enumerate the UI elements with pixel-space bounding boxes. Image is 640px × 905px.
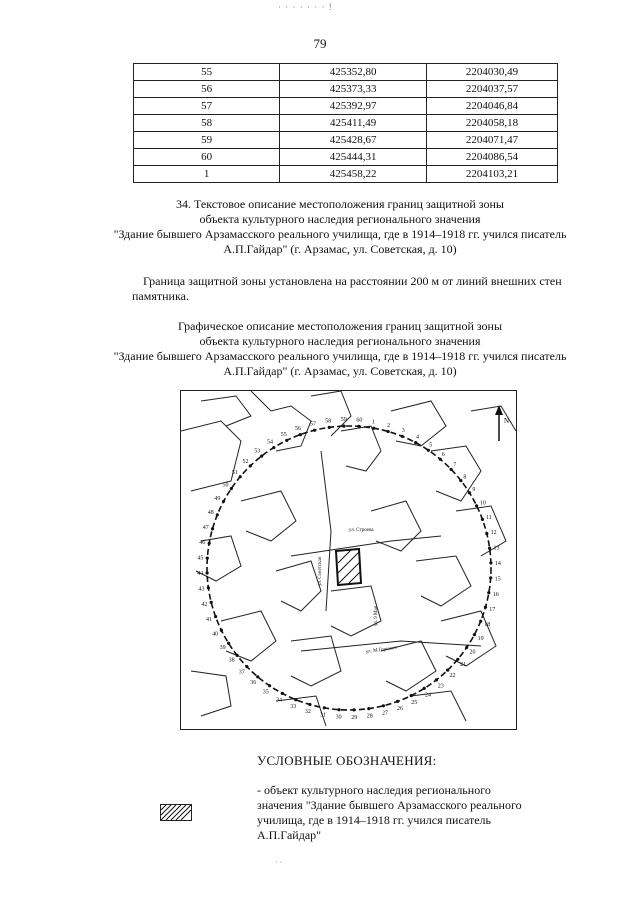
boundary-point-marker	[372, 427, 375, 430]
boundary-point-label: 10	[479, 500, 486, 507]
boundary-point-label: 36	[250, 680, 257, 687]
boundary-point-label: 29	[351, 714, 358, 721]
legend-line: А.П.Гайдар"	[257, 828, 322, 842]
boundary-point-label: 18	[484, 621, 491, 628]
boundary-point-marker	[214, 615, 217, 618]
point-number-cell: 60	[134, 149, 280, 166]
table-row	[134, 98, 558, 115]
protection-zone-boundary	[207, 426, 491, 710]
building-outline	[371, 501, 421, 551]
boundary-point-marker	[294, 698, 297, 701]
boundary-point-marker	[382, 704, 385, 707]
legend-description	[257, 783, 587, 843]
building-outline	[471, 406, 516, 431]
boundary-point-marker	[423, 687, 426, 690]
graphic-title-line: объекта культурного наследия регионального значения	[199, 334, 481, 348]
building-outline	[191, 671, 231, 716]
boundary-point-label: 12	[490, 530, 497, 536]
legend-line: училища, где в 1914–1918 гг. учился писатель	[257, 813, 491, 827]
boundary-point-marker	[220, 629, 223, 632]
boundary-point-label: 49	[214, 496, 221, 502]
street-label: ул. Строева	[349, 528, 374, 533]
boundary-point-label: 41	[206, 617, 212, 623]
building-outline	[441, 611, 496, 666]
graphic-description-title	[60, 319, 620, 379]
boundary-point-label: 54	[267, 439, 273, 446]
boundary-point-label: 32	[304, 709, 311, 716]
boundary-point-marker	[285, 439, 288, 442]
boundary-point-marker	[485, 532, 488, 535]
boundary-point-label: 57	[310, 421, 316, 428]
boundary-point-marker	[357, 425, 360, 428]
point-number-cell: 55	[134, 64, 280, 81]
boundary-point-label: 51	[231, 470, 238, 477]
boundary-point-label: 35	[262, 689, 269, 696]
boundary-point-marker	[481, 518, 484, 521]
section-34-title-line: "Здание бывшего Арзамасского реального училища, где в 1914–1918 гг. учился писатель	[113, 227, 567, 241]
y-coordinate-cell: 2204030,49	[426, 64, 557, 81]
boundary-point-marker	[435, 678, 438, 681]
boundary-point-label: 44	[197, 571, 204, 578]
boundary-point-label: 5	[429, 442, 433, 449]
boundary-point-marker	[323, 706, 326, 709]
boundary-point-label: 25	[411, 699, 418, 706]
street-line	[321, 451, 331, 611]
street-line	[291, 536, 441, 556]
x-coordinate-cell: 425352,80	[280, 64, 427, 81]
boundary-point-label: 28	[366, 713, 373, 720]
building-outline	[276, 696, 326, 726]
building-outline	[276, 561, 321, 611]
boundary-point-marker	[465, 646, 468, 649]
boundary-point-marker	[260, 455, 263, 458]
boundary-point-marker	[427, 449, 430, 452]
boundary-point-label: 48	[207, 510, 214, 517]
boundary-point-label: 17	[489, 607, 496, 614]
boundary-point-label: 11	[486, 515, 492, 521]
boundary-point-marker	[489, 576, 492, 579]
street-label: ул. Советская	[318, 557, 323, 586]
table-row	[134, 132, 558, 149]
boundary-point-marker	[206, 557, 209, 560]
boundary-point-marker	[487, 591, 490, 594]
boundary-point-label: 53	[254, 448, 261, 455]
boundary-point-label: 6	[441, 451, 445, 458]
boundary-point-label: 55	[280, 432, 287, 439]
boundary-point-label: 40	[212, 631, 219, 638]
monument-hatch	[338, 550, 360, 583]
section-34-title-line: А.П.Гайдар" (г. Арзамас, ул. Советская, д. 10)	[223, 242, 457, 256]
boundary-point-label: 43	[198, 586, 205, 593]
boundary-point-marker	[328, 426, 331, 429]
point-number-cell: 57	[134, 98, 280, 115]
table-row	[134, 149, 558, 166]
boundary-point-label: 46	[199, 540, 206, 547]
y-coordinate-cell: 2204058,18	[426, 115, 557, 132]
table-row	[134, 115, 558, 132]
legend-line: значения "Здание бывшего Арзамасского реального	[257, 798, 522, 812]
boundary-point-marker	[268, 684, 271, 687]
protection-zone-map	[180, 390, 517, 730]
boundary-point-label: 59	[340, 417, 347, 424]
boundary-point-label: 23	[437, 683, 444, 690]
boundary-point-marker	[396, 700, 399, 703]
boundary-point-label: 2	[387, 422, 391, 429]
boundary-point-marker	[299, 433, 302, 436]
building-outline	[181, 421, 241, 491]
north-arrow-label: N	[504, 417, 510, 425]
section-34-title	[60, 197, 620, 257]
boundary-point-marker	[207, 586, 210, 589]
y-coordinate-cell: 2204086,54	[426, 149, 557, 166]
boundary-point-marker	[475, 504, 478, 507]
north-arrow	[495, 405, 509, 441]
boundary-point-marker	[206, 571, 209, 574]
x-coordinate-cell: 425392,97	[280, 98, 427, 115]
boundary-point-label: 30	[335, 714, 342, 721]
y-coordinate-cell: 2204046,84	[426, 98, 557, 115]
boundary-point-label: 19	[477, 636, 484, 642]
boundary-point-label: 8	[463, 474, 467, 481]
zone-distance-text-end: памятника.	[132, 289, 189, 303]
graphic-title-line: А.П.Гайдар" (г. Арзамас, ул. Советская, д. 10)	[223, 364, 457, 378]
graphic-title-line: Графическое описание местоположения границ защитной зоны	[177, 319, 503, 333]
coordinates-table	[133, 63, 558, 183]
street-label: ул. 9 Мая	[374, 606, 379, 626]
boundary-point-label: 31	[320, 712, 327, 719]
x-coordinate-cell: 425458,22	[280, 166, 427, 183]
boundary-point-marker	[245, 665, 248, 668]
boundary-point-marker	[227, 642, 230, 645]
boundary-point-label: 16	[492, 591, 499, 598]
building-outline	[241, 491, 296, 541]
x-coordinate-cell: 425411,49	[280, 115, 427, 132]
y-coordinate-cell: 2204071,47	[426, 132, 557, 149]
legend-title: УСЛОВНЫЕ ОБОЗНАЧЕНИЯ:	[257, 753, 437, 768]
point-number-cell: 56	[134, 81, 280, 98]
boundary-point-marker	[410, 694, 413, 697]
x-coordinate-cell: 425444,31	[280, 149, 427, 166]
building-outline	[311, 391, 351, 436]
boundary-point-marker	[367, 707, 370, 710]
legend-hatch-icon	[161, 805, 191, 820]
boundary-point-label: 60	[356, 417, 363, 424]
boundary-point-marker	[352, 708, 355, 711]
building-outline	[411, 691, 466, 721]
boundary-point-label: 15	[494, 576, 501, 583]
legend-line: - объект культурного наследия регионального	[257, 783, 491, 797]
boundary-point-label: 4	[416, 434, 419, 441]
boundary-point-label: 58	[325, 418, 332, 425]
boundary-point-marker	[473, 633, 476, 636]
map-drawing	[181, 391, 516, 729]
boundary-point-marker	[230, 487, 233, 490]
boundary-point-label: 27	[382, 710, 388, 717]
building-outline	[341, 426, 381, 471]
boundary-point-marker	[236, 654, 239, 657]
boundary-point-marker	[342, 425, 345, 428]
point-number-cell: 59	[134, 132, 280, 149]
boundary-point-label: 39	[219, 645, 226, 651]
boundary-point-marker	[484, 606, 487, 609]
boundary-points	[197, 417, 501, 721]
street-label: ул. М.Горького	[365, 645, 398, 655]
boundary-point-marker	[216, 513, 219, 516]
boundary-point-marker	[208, 542, 211, 545]
boundary-point-marker	[468, 491, 471, 494]
legend-hatch-swatch	[160, 804, 192, 821]
boundary-point-label: 47	[202, 524, 209, 531]
building-outline	[221, 611, 276, 661]
boundary-point-label: 52	[242, 458, 249, 465]
boundary-point-label: 21	[460, 661, 467, 668]
boundary-point-label: 50	[222, 482, 229, 489]
zone-distance-text: Граница защитной зоны установлена на расстоянии 200 м от линий внешних стен	[143, 274, 562, 288]
boundary-point-marker	[222, 500, 225, 503]
x-coordinate-cell: 425373,33	[280, 81, 427, 98]
boundary-point-label: 37	[238, 669, 245, 676]
graphic-title-line: "Здание бывшего Арзамасского реального училища, где в 1914–1918 гг. учился писатель	[113, 349, 567, 363]
boundary-point-label: 56	[295, 426, 301, 432]
boundary-point-label: 22	[449, 673, 456, 680]
x-coordinate-cell: 425428,67	[280, 132, 427, 149]
building-outlines	[181, 391, 516, 726]
boundary-point-label: 26	[397, 706, 403, 712]
boundary-point-marker	[401, 435, 404, 438]
boundary-point-marker	[459, 479, 462, 482]
y-coordinate-cell: 2204037,57	[426, 81, 557, 98]
boundary-point-label: 14	[494, 560, 501, 567]
boundary-point-label: 20	[469, 649, 476, 656]
boundary-point-label: 1	[371, 419, 375, 426]
table-row	[134, 166, 558, 183]
table-row	[134, 64, 558, 81]
boundary-point-marker	[249, 464, 252, 467]
boundary-point-marker	[281, 692, 284, 695]
boundary-point-marker	[479, 620, 482, 623]
boundary-point-label: 13	[493, 545, 500, 552]
building-outline	[251, 391, 311, 451]
boundary-point-marker	[210, 601, 213, 604]
header-marks: · · · · · · · !	[278, 2, 333, 12]
boundary-point-marker	[456, 658, 459, 661]
boundary-point-marker	[489, 561, 492, 564]
boundary-point-marker	[313, 429, 316, 432]
boundary-point-label: 9	[472, 487, 476, 493]
boundary-point-marker	[239, 475, 242, 478]
point-number-cell: 58	[134, 115, 280, 132]
building-outline	[416, 556, 471, 606]
boundary-point-label: 45	[197, 555, 204, 562]
building-outline	[291, 636, 341, 686]
boundary-point-label: 3	[401, 427, 405, 434]
boundary-point-marker	[387, 430, 390, 433]
boundary-point-marker	[211, 527, 214, 530]
section-34-title-line: 34. Текстовое описание местоположения границ защитной зоны	[176, 197, 504, 211]
boundary-point-marker	[256, 675, 259, 678]
boundary-point-label: 7	[453, 462, 457, 469]
section-34-title-line: объекта культурного наследия регионального значения	[199, 212, 481, 226]
boundary-point-marker	[272, 446, 275, 449]
boundary-point-label: 34	[276, 697, 282, 704]
boundary-point-marker	[414, 441, 417, 444]
boundary-point-marker	[308, 703, 311, 706]
boundary-point-label: 42	[201, 602, 208, 608]
footer-mark: · ·	[275, 858, 283, 867]
boundary-point-marker	[338, 708, 341, 711]
y-coordinate-cell: 2204103,21	[426, 166, 557, 183]
point-number-cell: 1	[134, 166, 280, 183]
boundary-point-label: 24	[425, 692, 431, 699]
boundary-point-label: 38	[228, 657, 235, 664]
building-outline	[201, 396, 251, 426]
page-number: 79	[313, 36, 327, 51]
boundary-point-marker	[446, 669, 449, 672]
boundary-point-label: 33	[290, 704, 297, 711]
table-row	[134, 81, 558, 98]
boundary-point-marker	[439, 458, 442, 461]
boundary-point-marker	[488, 547, 491, 550]
